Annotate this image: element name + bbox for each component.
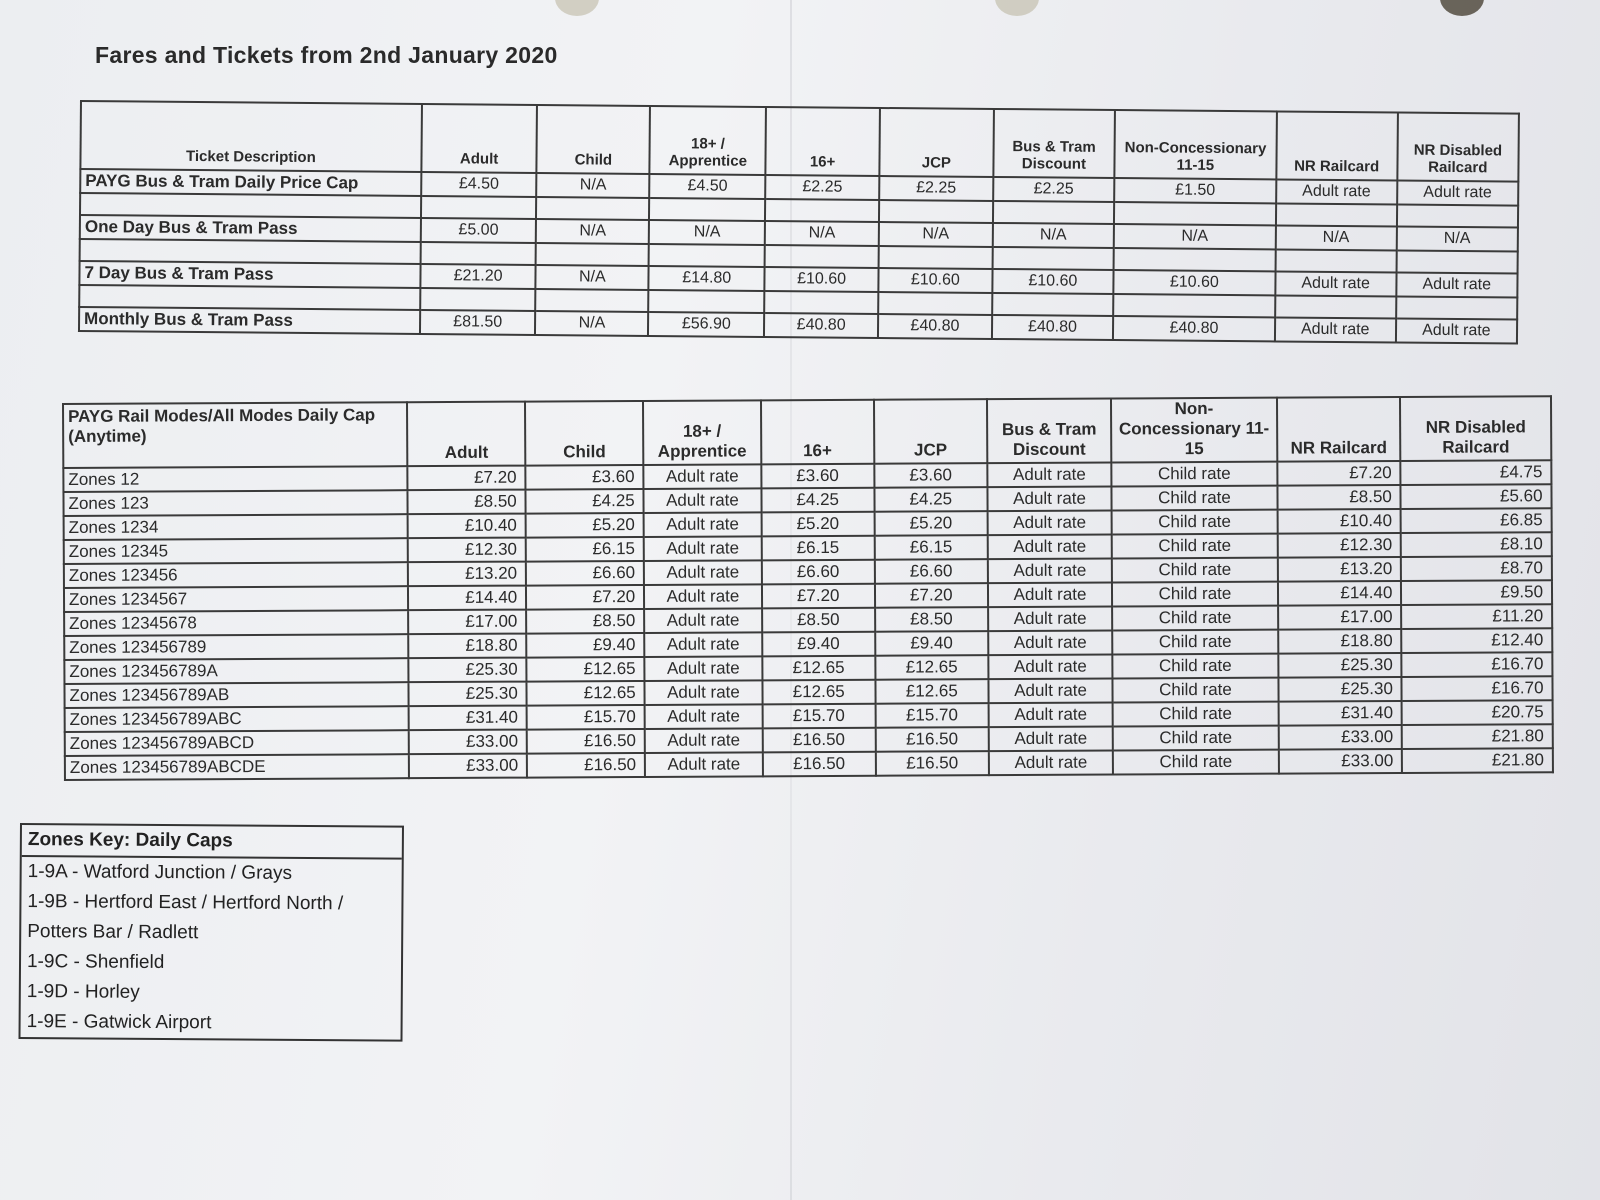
fare-cell: £13.20 <box>408 562 526 587</box>
zones-key-item: 1-9C - Shenfield <box>26 951 165 974</box>
zones-key-item: 1-9D - Horley <box>26 981 140 1003</box>
fare-cell: £7.20 <box>526 585 644 610</box>
bus-tram-fares-table <box>78 100 1520 345</box>
fare-cell: £10.60 <box>992 269 1114 294</box>
fare-cell: N/A <box>536 265 649 290</box>
column-header: Child <box>525 401 643 466</box>
fare-cell: £18.80 <box>1278 629 1402 654</box>
fare-cell: N/A <box>535 311 648 336</box>
fare-cell: Adult rate <box>1396 318 1518 343</box>
fare-cell: £33.00 <box>1278 749 1402 774</box>
fare-cell: Adult rate <box>987 463 1111 488</box>
empty-cell <box>536 289 649 312</box>
fare-cell: £21.80 <box>1402 748 1553 773</box>
fare-cell: £16.50 <box>762 752 875 777</box>
fare-cell: £16.50 <box>876 751 989 776</box>
fare-cell: N/A <box>993 223 1115 248</box>
fare-cell: Child rate <box>1113 702 1279 727</box>
fare-cell: £15.70 <box>527 705 645 730</box>
zone-cell: Zones 123456 <box>64 562 408 588</box>
zone-cell: Zones 12345678 <box>64 610 408 636</box>
fare-cell: £2.25 <box>765 175 879 200</box>
empty-cell <box>879 246 993 269</box>
zones-key-list <box>21 857 402 1040</box>
fare-cell: £2.25 <box>879 176 993 201</box>
zone-cell: Zones 1234567 <box>64 586 408 612</box>
empty-cell <box>536 197 649 220</box>
rail-daily-cap-table <box>62 395 1554 781</box>
fare-cell: £4.50 <box>650 174 766 199</box>
column-header: NR Disabled Railcard <box>1400 396 1551 461</box>
fare-cell: £4.75 <box>1401 460 1552 485</box>
fare-cell: Adult rate <box>988 583 1112 608</box>
fare-cell: £12.65 <box>762 656 875 681</box>
fare-cell: £81.50 <box>420 310 536 335</box>
column-header: Non-Concessionary 11-15 <box>1111 398 1277 463</box>
fare-cell: £7.20 <box>875 583 988 608</box>
zones-key-item: 1-9E - Gatwick Airport <box>26 1011 212 1034</box>
empty-cell <box>765 245 879 268</box>
column-header: PAYG Rail Modes/All Modes Daily Cap (Anytime) <box>63 402 408 468</box>
column-header: 16+ <box>766 107 880 176</box>
empty-cell <box>1396 296 1517 319</box>
fare-cell: £8.70 <box>1401 556 1552 581</box>
fare-cell: £8.50 <box>526 609 644 634</box>
zones-key-item: 1-9B - Hertford East / Hertford North / <box>27 891 344 915</box>
fare-cell: Adult rate <box>989 727 1113 752</box>
empty-cell <box>765 199 879 222</box>
fare-cell: £25.30 <box>1278 677 1402 702</box>
fare-cell: N/A <box>1275 225 1396 250</box>
fare-cell: £6.15 <box>874 535 987 560</box>
zones-key-title: Zones Key: Daily Caps <box>22 825 402 860</box>
fare-cell: £16.50 <box>527 729 645 754</box>
fare-cell: £10.60 <box>1113 270 1275 295</box>
fare-cell: £6.60 <box>875 559 988 584</box>
fare-cell: £18.80 <box>408 634 526 659</box>
fare-cell: £4.50 <box>421 172 537 197</box>
empty-cell <box>80 193 421 218</box>
fare-cell: £15.70 <box>762 704 875 729</box>
empty-cell <box>1275 249 1396 272</box>
column-header: NR Disabled Railcard <box>1397 112 1519 181</box>
empty-cell <box>1396 250 1517 273</box>
fare-cell: £3.60 <box>526 465 644 490</box>
fare-cell: £5.20 <box>526 513 644 538</box>
fare-cell: Adult rate <box>988 535 1112 560</box>
fare-cell: £9.50 <box>1401 580 1552 605</box>
fare-cell: £20.75 <box>1402 700 1553 725</box>
empty-cell <box>1275 295 1396 318</box>
column-header: JCP <box>879 108 993 177</box>
column-header: Child <box>537 105 651 174</box>
zone-cell: Zones 123456789 <box>64 634 408 660</box>
fare-cell: Child rate <box>1112 510 1278 535</box>
fare-cell: £12.65 <box>527 657 645 682</box>
empty-cell <box>421 196 537 219</box>
empty-cell <box>1113 294 1275 317</box>
empty-cell <box>420 288 536 311</box>
fare-cell: £16.50 <box>527 753 645 778</box>
empty-cell <box>1397 204 1518 227</box>
fare-cell: Child rate <box>1112 606 1278 631</box>
fare-cell: Child rate <box>1113 654 1279 679</box>
empty-cell <box>649 290 765 313</box>
fare-cell: Adult rate <box>1396 272 1518 297</box>
fare-cell: £7.20 <box>762 584 875 609</box>
fare-cell: £21.20 <box>420 264 536 289</box>
fare-cell: £4.25 <box>526 489 644 514</box>
column-header: Bus & Tram Discount <box>993 109 1115 178</box>
fare-cell: £11.20 <box>1401 604 1552 629</box>
fare-cell: £4.25 <box>761 488 874 513</box>
zone-cell: Zones 12 <box>63 466 407 492</box>
fare-cell: £6.15 <box>526 537 644 562</box>
empty-cell <box>420 242 536 265</box>
fare-cell: £33.00 <box>1278 725 1402 750</box>
empty-cell <box>536 243 649 266</box>
fare-cell: Child rate <box>1112 630 1278 655</box>
fare-cell: £1.50 <box>1114 178 1276 203</box>
zone-cell: Zones 123456789ABCD <box>65 730 409 756</box>
fare-cell: £10.40 <box>408 514 526 539</box>
fare-cell: £8.50 <box>408 490 526 515</box>
table-header-row <box>80 101 1519 182</box>
fare-cell: £3.60 <box>874 463 987 488</box>
empty-cell <box>764 291 878 314</box>
table-body <box>63 460 1553 780</box>
empty-cell <box>993 201 1115 224</box>
fare-cell: N/A <box>1396 226 1518 251</box>
fare-cell: N/A <box>879 222 993 247</box>
zone-cell: Zones 123456789A <box>64 658 408 684</box>
fare-cell: Child rate <box>1112 486 1278 511</box>
fare-cell: £12.30 <box>1277 533 1401 558</box>
fare-cell: Adult rate <box>645 752 763 777</box>
fare-cell: £9.40 <box>875 631 988 656</box>
fare-cell: Adult rate <box>1397 180 1519 205</box>
column-header: NR Railcard <box>1276 111 1398 180</box>
fare-cell: £16.70 <box>1402 652 1553 677</box>
empty-cell <box>878 292 992 315</box>
fare-cell: Child rate <box>1112 558 1278 583</box>
column-header: Non-Concessionary 11-15 <box>1114 110 1276 179</box>
table-header-row <box>63 396 1551 468</box>
zone-cell: Zones 123456789AB <box>64 682 408 708</box>
fare-cell: Adult rate <box>1276 179 1397 204</box>
fare-cell: Adult rate <box>988 679 1112 704</box>
fare-cell: £12.30 <box>408 538 526 563</box>
fare-cell: Adult rate <box>987 487 1111 512</box>
fare-cell: Adult rate <box>988 703 1112 728</box>
empty-cell <box>992 247 1114 270</box>
zones-key-item: Potters Bar / Radlett <box>27 921 199 944</box>
fare-cell: £8.10 <box>1401 532 1552 557</box>
empty-cell <box>649 198 765 221</box>
fare-cell: Adult rate <box>644 584 762 609</box>
fare-cell: Adult rate <box>987 511 1111 536</box>
fare-cell: £14.40 <box>1278 581 1402 606</box>
punch-hole <box>1440 0 1484 16</box>
fare-cell: Adult rate <box>644 488 762 513</box>
fare-cell: £25.30 <box>1278 653 1402 678</box>
fare-cell: £5.20 <box>761 512 874 537</box>
fare-cell: £8.50 <box>762 608 875 633</box>
fare-cell: Adult rate <box>988 559 1112 584</box>
empty-cell <box>992 293 1114 316</box>
fare-cell: Child rate <box>1112 582 1278 607</box>
ticket-description-cell: 7 Day Bus & Tram Pass <box>79 261 420 288</box>
fare-cell: £7.20 <box>1277 461 1401 486</box>
fare-cell: £33.00 <box>409 754 527 779</box>
fare-cell: £6.15 <box>761 536 874 561</box>
zone-cell: Zones 123456789ABCDE <box>65 754 409 780</box>
column-header: Adult <box>421 104 537 173</box>
fare-cell: £12.65 <box>762 680 875 705</box>
table-body <box>79 169 1518 344</box>
fare-cell: Adult rate <box>644 512 762 537</box>
fare-cell: Child rate <box>1112 534 1278 559</box>
fare-cell: Adult rate <box>644 536 762 561</box>
fare-cell: £10.40 <box>1277 509 1401 534</box>
zone-cell: Zones 1234 <box>64 514 408 540</box>
fare-cell: Adult rate <box>988 607 1112 632</box>
fare-cell: £14.80 <box>649 266 765 291</box>
fare-cell: £10.60 <box>878 268 992 293</box>
fare-cell: Adult rate <box>988 655 1112 680</box>
empty-cell <box>80 239 421 264</box>
empty-cell <box>79 285 420 310</box>
fare-cell: £6.60 <box>761 560 874 585</box>
fare-cell: £14.40 <box>408 586 526 611</box>
column-header: 16+ <box>761 400 874 465</box>
fare-cell: £9.40 <box>526 633 644 658</box>
fare-cell: Adult rate <box>645 656 763 681</box>
fare-cell: £10.60 <box>765 267 879 292</box>
fare-cell: £16.50 <box>875 727 988 752</box>
zones-key-box <box>18 823 403 1042</box>
fare-cell: N/A <box>536 219 649 244</box>
fare-cell: £31.40 <box>1278 701 1402 726</box>
fare-cell: £6.60 <box>526 561 644 586</box>
fare-cell: £40.80 <box>1113 316 1275 341</box>
fare-cell: £25.30 <box>409 682 527 707</box>
empty-cell <box>1114 248 1276 271</box>
zone-cell: Zones 123456789ABC <box>65 706 409 732</box>
zone-cell: Zones 123 <box>63 490 407 516</box>
column-header: 18+ / Apprentice <box>643 400 761 465</box>
fare-cell: Adult rate <box>988 631 1112 656</box>
fare-cell: £40.80 <box>878 314 992 339</box>
fare-cell: £9.40 <box>762 632 875 657</box>
zone-cell: Zones 12345 <box>64 538 408 564</box>
fare-cell: N/A <box>537 173 650 198</box>
fare-cell: Adult rate <box>1275 317 1396 342</box>
fare-cell: £5.60 <box>1401 484 1552 509</box>
fare-cell: Adult rate <box>644 608 762 633</box>
column-header: Adult <box>407 402 525 467</box>
punch-hole <box>995 0 1039 16</box>
fare-cell: Child rate <box>1113 726 1279 751</box>
fare-cell: Child rate <box>1113 750 1279 775</box>
fare-cell: £8.50 <box>1277 485 1401 510</box>
fare-cell: Adult rate <box>645 704 763 729</box>
fare-cell: £6.85 <box>1401 508 1552 533</box>
column-header: NR Railcard <box>1277 397 1401 462</box>
fare-cell: Adult rate <box>644 560 762 585</box>
fare-cell: £12.65 <box>527 681 645 706</box>
fare-cell: Adult rate <box>644 464 762 489</box>
fare-cell: N/A <box>649 220 765 245</box>
page-title: Fares and Tickets from 2nd January 2020 <box>95 42 558 68</box>
fare-cell: £56.90 <box>648 312 764 337</box>
fare-cell: N/A <box>1114 224 1276 249</box>
fare-cell: £8.50 <box>875 607 988 632</box>
fare-cell: £15.70 <box>875 703 988 728</box>
fare-cell: N/A <box>765 221 879 246</box>
fare-cell: £12.65 <box>875 655 988 680</box>
fare-cell: £12.40 <box>1402 628 1553 653</box>
fare-cell: £17.00 <box>408 610 526 635</box>
fare-cell: Adult rate <box>1275 271 1396 296</box>
punch-hole <box>555 0 599 16</box>
fare-cell: £2.25 <box>993 177 1115 202</box>
fare-cell: £31.40 <box>409 706 527 731</box>
column-header: JCP <box>874 399 987 464</box>
fare-cell: £40.80 <box>764 313 878 338</box>
fare-cell: £25.30 <box>409 658 527 683</box>
empty-cell <box>1276 203 1397 226</box>
fare-cell: £3.60 <box>761 464 874 489</box>
column-header: Ticket Description <box>80 101 421 172</box>
fare-cell: £13.20 <box>1277 557 1401 582</box>
fare-cell: £40.80 <box>992 315 1114 340</box>
ticket-description-cell: PAYG Bus & Tram Daily Price Cap <box>80 169 421 196</box>
fare-cell: Adult rate <box>645 728 763 753</box>
column-header: 18+ / Apprentice <box>650 106 766 175</box>
fare-cell: £33.00 <box>409 730 527 755</box>
fare-cell: £16.50 <box>762 728 875 753</box>
fare-cell: £21.80 <box>1402 724 1553 749</box>
zones-key-item: 1-9A - Watford Junction / Grays <box>27 861 293 884</box>
fare-cell: £5.20 <box>874 511 987 536</box>
fare-cell: £17.00 <box>1278 605 1402 630</box>
fare-cell: Child rate <box>1113 678 1279 703</box>
fare-cell: £5.00 <box>421 218 537 243</box>
fare-cell: £7.20 <box>408 466 526 491</box>
fare-cell: £12.65 <box>875 679 988 704</box>
fare-cell: £4.25 <box>874 487 987 512</box>
fare-cell: Adult rate <box>645 680 763 705</box>
column-header: Bus & Tram Discount <box>987 399 1112 464</box>
empty-cell <box>879 200 993 223</box>
ticket-description-cell: Monthly Bus & Tram Pass <box>79 307 420 334</box>
empty-cell <box>649 244 765 267</box>
fare-cell: Adult rate <box>989 751 1113 776</box>
empty-cell <box>1114 202 1276 225</box>
fare-cell: £16.70 <box>1402 676 1553 701</box>
ticket-description-cell: One Day Bus & Tram Pass <box>80 215 421 242</box>
fare-cell: Adult rate <box>644 632 762 657</box>
fare-cell: Child rate <box>1112 462 1278 487</box>
